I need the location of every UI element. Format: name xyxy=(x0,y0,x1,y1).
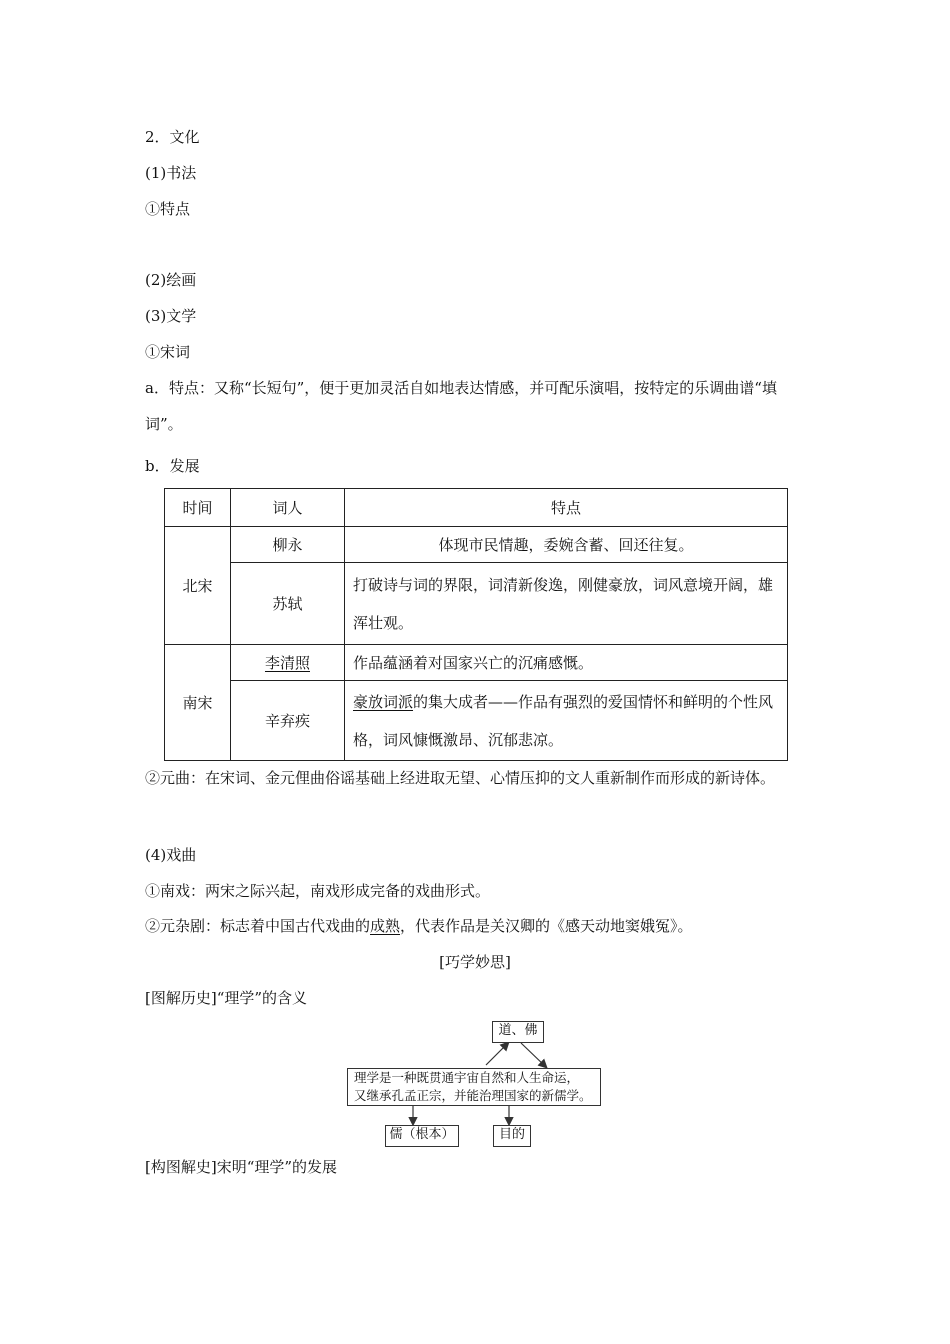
header-time: 时间 xyxy=(165,489,231,527)
poet-name-underlined: 李清照 xyxy=(264,654,310,672)
zaju-suffix: ，代表作品是关汉卿的《感天动地窦娥冤》。 xyxy=(400,917,693,935)
feature-cell: 作品蕴涵着对国家兴亡的沉痛感慨。 xyxy=(345,645,788,681)
box-purpose: 目的 xyxy=(493,1125,531,1147)
drama-title: (4)戏曲 xyxy=(145,846,197,864)
zaju-text xyxy=(145,916,693,936)
table-header-row xyxy=(165,489,788,527)
definition-line-1: 理学是一种既贯通宇宙自然和人生命运， xyxy=(354,1070,580,1085)
header-poet: 词人 xyxy=(231,489,345,527)
songci-title: ①宋词 xyxy=(145,343,191,361)
songci-table xyxy=(164,488,788,761)
zaju-prefix: ②元杂剧：标志着中国古代戏曲的 xyxy=(145,917,371,935)
school-underlined: 豪放词派 xyxy=(353,692,414,711)
songci-development: b．发展 xyxy=(145,457,200,475)
table-row xyxy=(165,563,788,645)
poet-cell: 苏轼 xyxy=(231,563,345,645)
diagram-caption: [图解历史]“理学”的含义 xyxy=(145,989,308,1007)
calligraphy-point: ①特点 xyxy=(145,200,191,218)
box-ru-root: 儒（根本） xyxy=(385,1125,459,1147)
feature-cell xyxy=(345,681,788,761)
nanxi-text: ①南戏：两宋之际兴起，南戏形成完备的戏曲形式。 xyxy=(145,882,491,900)
structure-caption: [构图解史]宋明“理学”的发展 xyxy=(145,1158,338,1176)
calligraphy-title: (1)书法 xyxy=(145,164,197,182)
box-dao-fo: 道、佛 xyxy=(492,1021,544,1043)
poet-cell xyxy=(231,645,345,681)
songci-feature: a．特点：又称“长短句”，便于更加灵活自如地表达情感，并可配乐演唱，按特定的乐调曲谱“填词”。 xyxy=(145,379,777,433)
table-row xyxy=(165,681,788,761)
yuanqu-text: ②元曲：在宋词、金元俚曲俗谣基础上经进取无望、心情压抑的文人重新制作而形成的新诗体。 xyxy=(145,769,776,787)
feature-cell: 打破诗与词的界限，词清新俊逸，刚健豪放，词风意境开阔，雄浑壮观。 xyxy=(345,563,788,645)
poet-cell: 柳永 xyxy=(231,527,345,563)
era-cell: 北宋 xyxy=(165,527,231,645)
definition-line-2: 又继承孔孟正宗，并能治理国家的新儒学。 xyxy=(354,1088,592,1103)
zaju-underlined: 成熟 xyxy=(370,917,401,935)
header-feature: 特点 xyxy=(345,489,788,527)
feature-cell: 体现市民情趣，委婉含蓄、回还往复。 xyxy=(345,527,788,563)
table-row xyxy=(165,645,788,681)
literature-title: (3)文学 xyxy=(145,307,197,325)
section-heading: 2．文化 xyxy=(145,128,200,146)
table-row xyxy=(165,527,788,563)
tips-title: [巧学妙思] xyxy=(439,953,511,971)
box-lixue-definition xyxy=(347,1068,601,1106)
painting-title: (2)绘画 xyxy=(145,271,197,289)
era-cell: 南宋 xyxy=(165,645,231,761)
poet-cell: 辛弃疾 xyxy=(231,681,345,761)
feature-text: 的集大成者——作品有强烈的爱国情怀和鲜明的个性风格，词风慷慨激昂、沉郁悲凉。 xyxy=(353,692,774,749)
lixue-diagram xyxy=(345,1018,607,1148)
